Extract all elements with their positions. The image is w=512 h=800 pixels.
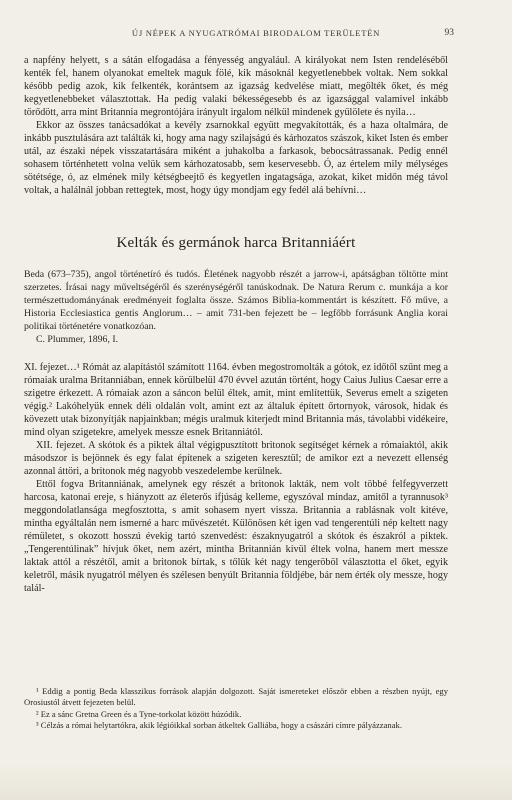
page-bottom-shade <box>0 764 512 800</box>
footnotes <box>24 686 448 731</box>
paragraph: XII. fejezet. A skótok és a piktek által végigpusztított britonok segítséget kérnek a rómaiaktól, akik másodszor is bejönnek és egy falat építenek a szigeten keresztül; de amikor ezt a nevezett ellenség azonnal áttöri, a britonok még nagyobb veszedelembe kerülnek. <box>24 439 448 477</box>
footnote: ² Ez a sánc Gretna Green és a Tyne-torkolat között húzódik. <box>36 708 242 719</box>
page-number: 93 <box>444 28 454 38</box>
section-title: Kelták és germánok harca Britanniáért <box>116 235 356 251</box>
footnote: ³ Célzás a római helytartókra, akik légióikkal sorban átkeltek Galliába, hogy a császári címre pályázzanak. <box>36 719 402 730</box>
source-note <box>24 268 448 347</box>
paragraph: XI. fejezet…¹ Rómát az alapítástól számított 1164. évben megostromolták a gótok, ez időtől szűnt meg a rómaiak uralma Britanniában, ennek körülbelül 470 évvel azután történt, hogy Caius Julius Caesar erre a szigetre érkezett. A rómaiak azon a sáncon belül éltek, amit, mint említettük, Severus emelt a szigeten végig.² Lakóhelyük ennek déli oldalán volt, amint ezt az általuk épített őrtornyok, városok, hidak és kövezett utak bizonyítják napjainkban; mégis uralmuk kiterjedt mind Britannia más, távolabbi vidékeire, mind olyan szigetekre, amelyek messze esnek Britanniától. <box>24 361 448 438</box>
paragraph: Ettől fogva Britanniának, amelynek egy részét a britonok lakták, nem volt többé felfegyverzett harcosa, katonai ereje, s hiányzott az életerős ifjúság kelleme, egyszóval mindaz, amitől a tyrannusok³ meggondolatlansága megfosztotta, s amit sohasem nyert vissza. Britannia a rablásnak volt kitéve, mintha egyáltalán nem ismerné a harc művészetét. Különösen két igen vad tengerentúli nép keltett nagy rémületet, s okozott hosszú évekig tartó szenvedést: északnyugatról a skótok és északról a piktek. „Tengerentúlinak” hívjuk őket, nem azért, mintha Britannián kívül éltek volna, hanem mert messze laktak attól a részétől, amit a britonok bírtak, s tőlük két nagy tengeröböl választotta el őket, egyik keletről, másik nyugatról mélyen és szélesen benyúlt Britannia földjébe, bár nem érték oly messze, hogy talál- <box>24 478 448 594</box>
running-head: ÚJ NÉPEK A NYUGATRÓMAI BIRODALOM TERÜLETÉN <box>131 28 381 38</box>
paragraph: Ekkor az összes tanácsadókat a kevély zsarnokkal együtt megvakították, és a haza oltalmára, de inkább pusztulására azt találták ki, hogy ama nagy szilajságú és kárhozatos szászok, kiket Isten és ember utál, az északi népek visszatartására miként a juhakolba a farkasok, bebocsátrassanak. Pedig ennél sohasem történhetett volna velük sem kárhozatosabb, sem keservesebb. Ó, az értelem mily mélységes sötétsége, ó, az elmének mily kétségbeejtő és kegyetlen ingatagsága, azokat, kiket midőn még távol voltak, a halálnál jobban rettegtek, most, hogy úgy mondjam egy fedél alá behívni… <box>24 120 448 196</box>
source-intro: Beda (673–735), angol történetíró és tudós. Életének nagyobb részét a jarrow-i, apátságban töltötte mint szerzetes. Írásai nagy műveltségéről és szerénységéről tanúskodnak. De Natura Rerum c. munkája a kor természettudományának eredményeit foglalta össze. Számos Biblia-kommentárt is készített. Fő műve, a Historia Ecclesiastica gentis Anglorum… – amit 731-ben fejezett be – legfőbb forrásunk Anglia korai politikai történetére vonatkozóan. <box>24 269 448 333</box>
main-text <box>24 54 448 595</box>
source-citation: C. Plummer, 1896, I. <box>36 334 119 346</box>
footnote: ¹ Eddig a pontig Beda klasszikus források alapján dolgozott. Saját ismereteket először ebben a részben nyújt, egy Orosiustól átvett fejezeten belül. <box>24 686 448 708</box>
page-header <box>0 28 512 42</box>
paragraph: a napfény helyett, s a sátán elfogadása a fényesség angyalául. A királyokat nem Isten rendeléséből kenték fel, hanem olyanokat emeltek maguk fölé, kik másoknál kegyetlenebbek voltak. Nem sokkal később pedig azok, kik felkenték, korántsem az igazság kedvelése miatt, megölték őket, és még kegyetlenebbeket választottak. Ha pedig valaki békességesebb és az igazsággal valamivel inkább törődött, arra mint Britannia megrontójára irányult irgalom nélkül mindenek gyűlölete és nyila… <box>24 55 448 118</box>
